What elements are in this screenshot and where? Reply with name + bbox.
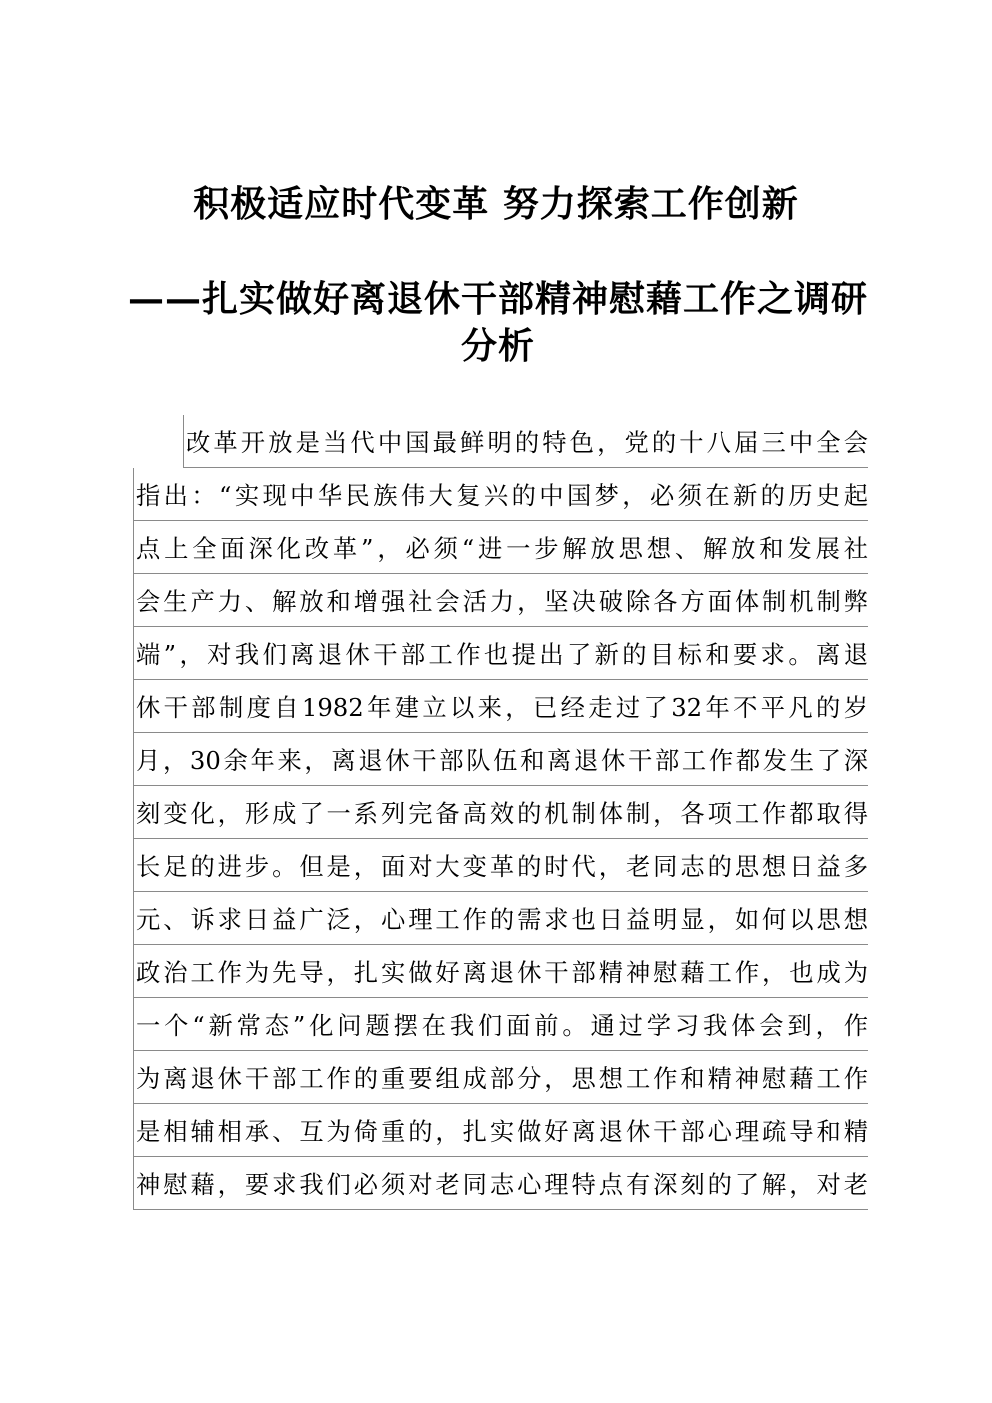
body-line-text: 刻变化，形成了一系列完备高效的机制体制，各项工作都取得 [136, 799, 868, 828]
body-line-text: 政治工作为先导，扎实做好离退休干部精神慰藉工作，也成为 [136, 958, 868, 987]
body-line-text: 是相辅相承、互为倚重的，扎实做好离退休干部心理疏导和精 [136, 1117, 868, 1146]
body-line-text: 指出：“实现中华民族伟大复兴的中国梦，必须在新的历史起 [136, 481, 868, 510]
body-text [133, 415, 868, 1210]
document-subtitle: ——扎实做好离退休干部精神慰藉工作之调研分析 [128, 278, 869, 367]
body-line-text: 点上全面深化改革”，必须“进一步解放思想、解放和发展社 [136, 534, 868, 563]
body-line-text: 一个“新常态”化问题摆在我们面前。通过学习我体会到，作 [136, 1011, 868, 1040]
body-line-text: 为离退休干部工作的重要组成部分，思想工作和精神慰藉工作 [136, 1064, 868, 1093]
body-line [133, 521, 868, 574]
body-line [133, 892, 868, 945]
body-line [133, 468, 868, 521]
body-line-text: 元、诉求日益广泛，心理工作的需求也日益明显，如何以思想 [136, 905, 868, 934]
body-line [133, 998, 868, 1051]
body-line [133, 574, 868, 627]
body-line-text: 神慰藉，要求我们必须对老同志心理特点有深刻的了解，对老 [136, 1170, 868, 1199]
body-line-text: 长足的进步。但是，面对大变革的时代，老同志的思想日益多 [136, 852, 868, 881]
body-line-text: 改革开放是当代中国最鲜明的特色，党的十八届三中全会 [186, 428, 868, 457]
body-line [133, 733, 868, 786]
body-line [133, 786, 868, 839]
body-line [133, 839, 868, 892]
body-line [133, 1051, 868, 1104]
body-line-text: 休干部制度自1982年建立以来，已经走过了32年不平凡的岁 [136, 693, 868, 722]
body-line-text: 会生产力、解放和增强社会活力，坚决破除各方面体制机制弊 [136, 587, 868, 616]
body-line [133, 1104, 868, 1157]
body-line [183, 415, 868, 468]
body-line-text: 月，30余年来，离退休干部队伍和离退休干部工作都发生了深 [136, 746, 868, 775]
body-line [133, 1157, 868, 1210]
document-title: 积极适应时代变革 努力探索工作创新 [193, 183, 799, 225]
body-line [133, 627, 868, 680]
body-line-text: 端”，对我们离退休干部工作也提出了新的目标和要求。离退 [136, 640, 868, 669]
body-line [133, 945, 868, 998]
body-line [133, 680, 868, 733]
